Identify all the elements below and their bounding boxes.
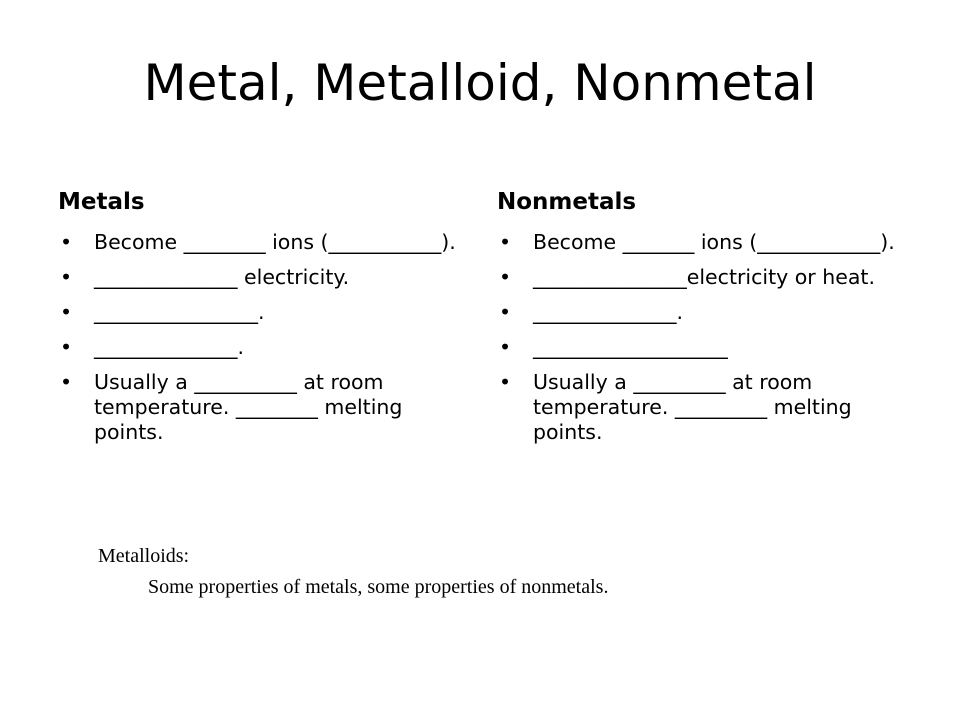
list-item-text: ______________. xyxy=(94,334,245,359)
metals-list xyxy=(58,230,458,445)
bullet-icon: • xyxy=(60,229,73,254)
bullet-icon: • xyxy=(499,334,512,359)
bullet-icon: • xyxy=(499,299,512,324)
list-item xyxy=(58,300,458,325)
bullet-icon: • xyxy=(499,229,512,254)
slide-title: Metal, Metalloid, Nonmetal xyxy=(143,54,817,112)
bullet-icon: • xyxy=(60,264,73,289)
list-item xyxy=(497,370,897,445)
list-item xyxy=(497,335,897,360)
nonmetals-column xyxy=(497,188,897,455)
list-item-text: _______________electricity or heat. xyxy=(533,264,875,289)
list-item xyxy=(58,370,458,445)
list-item xyxy=(58,265,458,290)
bullet-icon: • xyxy=(499,264,512,289)
metalloids-note xyxy=(98,543,608,600)
metalloids-description: Some properties of metals, some properties of nonmetals. xyxy=(148,576,609,598)
list-item-text: Usually a _________ at room temperature. _________ melting points. xyxy=(533,369,852,444)
list-item xyxy=(497,230,897,255)
list-item xyxy=(497,265,897,290)
metalloids-label: Metalloids: xyxy=(98,545,190,567)
list-item-text: Usually a __________ at room temperature. ________ melting points. xyxy=(94,369,403,444)
bullet-icon: • xyxy=(60,334,73,359)
list-item xyxy=(58,230,458,255)
list-item-text: Become ________ ions (___________). xyxy=(94,229,456,254)
list-item-text: Become _______ ions (____________). xyxy=(533,229,895,254)
list-item xyxy=(497,300,897,325)
bullet-icon: • xyxy=(499,369,512,394)
metals-heading: Metals xyxy=(58,189,145,215)
nonmetals-list xyxy=(497,230,897,445)
list-item xyxy=(58,335,458,360)
metals-column xyxy=(58,188,458,455)
list-item-text: ________________. xyxy=(94,299,265,324)
list-item-text: ______________. xyxy=(533,299,684,324)
nonmetals-heading: Nonmetals xyxy=(497,189,637,215)
list-item-text: ______________ electricity. xyxy=(94,264,350,289)
list-item-text: ___________________ xyxy=(533,334,728,359)
bullet-icon: • xyxy=(60,369,73,394)
bullet-icon: • xyxy=(60,299,73,324)
